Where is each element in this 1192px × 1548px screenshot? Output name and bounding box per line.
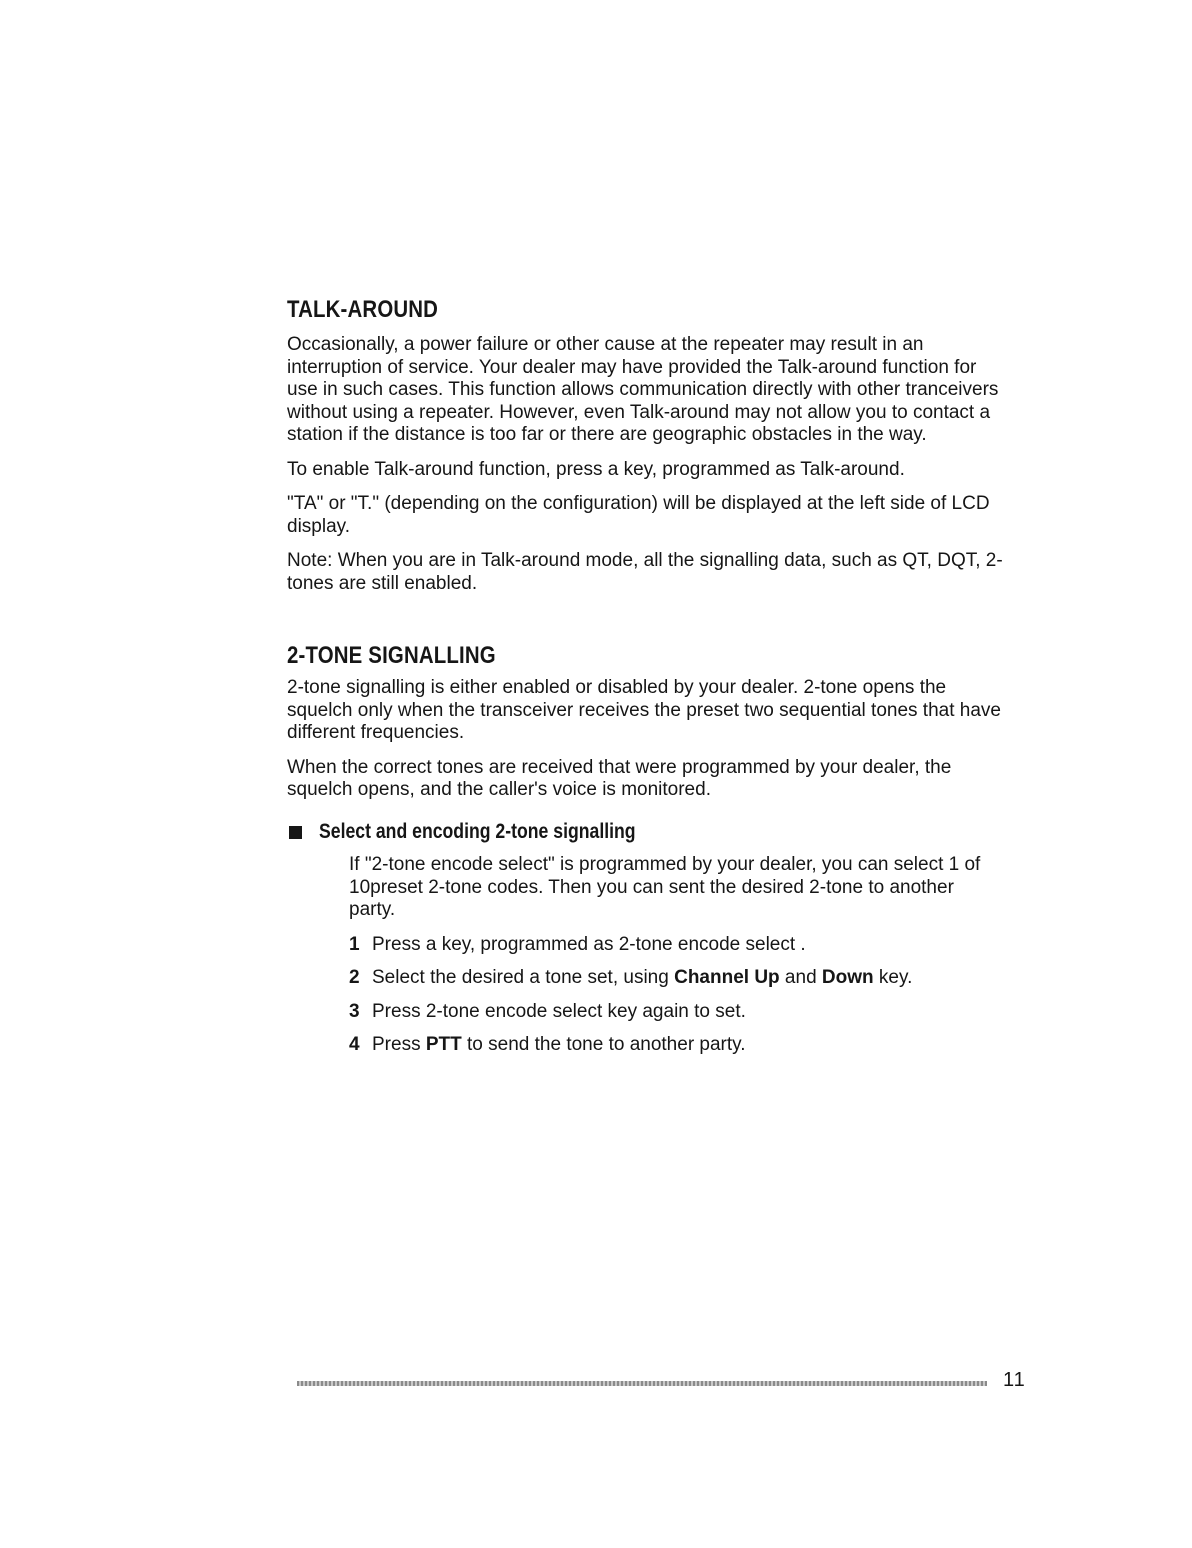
step-item [349, 1001, 1019, 1024]
key-name: Down [821, 967, 874, 988]
two-tone-body [287, 677, 1009, 814]
key-name: Channel Up [674, 967, 780, 988]
talk-around-paragraph: To enable Talk-around function, press a key, programmed as Talk-around. [287, 458, 905, 480]
step-item [349, 967, 1019, 990]
page-number: 11 [1003, 1369, 1026, 1391]
step-text: Press 2-tone encode select key again to set. [372, 1000, 746, 1022]
footer-rule [297, 1381, 987, 1386]
square-bullet-icon [289, 826, 302, 839]
talk-around-section [287, 296, 1017, 324]
talk-around-paragraph: Note: When you are in Talk-around mode, all the signalling data, such as QT, DQT, 2-tones are still enabled. [287, 550, 1003, 594]
step-text: Select the desired a tone set, using Channel Up and Down key. [372, 967, 913, 988]
two-tone-paragraph: 2-tone signalling is either enabled or disabled by your dealer. 2-tone opens the squelch only when the transceiver receives the preset two sequential tones that have different frequencies. [287, 677, 1001, 743]
step-item [349, 1034, 1019, 1057]
select-encoding-body [349, 854, 1019, 1068]
step-text: Press a key, programmed as 2-tone encode select . [372, 933, 806, 955]
key-name: PTT [425, 1034, 462, 1055]
step-number: 4 [349, 1034, 360, 1055]
two-tone-paragraph: When the correct tones are received that were programmed by your dealer, the squelch opens, and the caller's voice is monitored. [287, 756, 952, 800]
talk-around-paragraph: Occasionally, a power failure or other cause at the repeater may result in an interruption of service. Your dealer may have provided the Talk-around function for use in such cases. This function allows communication directly with other tranceivers without using a repeater. However, even Talk-around may not allow you to contact a station if the distance is too far or there are geographic obstacles in the way. [287, 334, 999, 445]
talk-around-body [287, 334, 1012, 607]
step-number: 1 [349, 933, 360, 955]
two-tone-heading: 2-TONE SIGNALLING [287, 642, 496, 669]
step-number: 3 [349, 1000, 360, 1022]
select-encoding-subheading [289, 818, 696, 846]
talk-around-paragraph: "TA" or "T." (depending on the configuration) will be displayed at the left side of LCD display. [287, 493, 990, 537]
talk-around-heading: TALK-AROUND [287, 296, 439, 323]
select-encoding-intro: If "2-tone encode select" is programmed by your dealer, you can select 1 of 10preset 2-tone codes. Then you can sent the desired 2-tone to another party. [349, 854, 981, 920]
step-number: 2 [349, 967, 360, 988]
select-encoding-heading: Select and encoding 2-tone signalling [319, 820, 636, 843]
step-item [349, 934, 1019, 957]
two-tone-section [287, 642, 1017, 670]
step-text: Press PTT to send the tone to another party. [372, 1034, 746, 1055]
